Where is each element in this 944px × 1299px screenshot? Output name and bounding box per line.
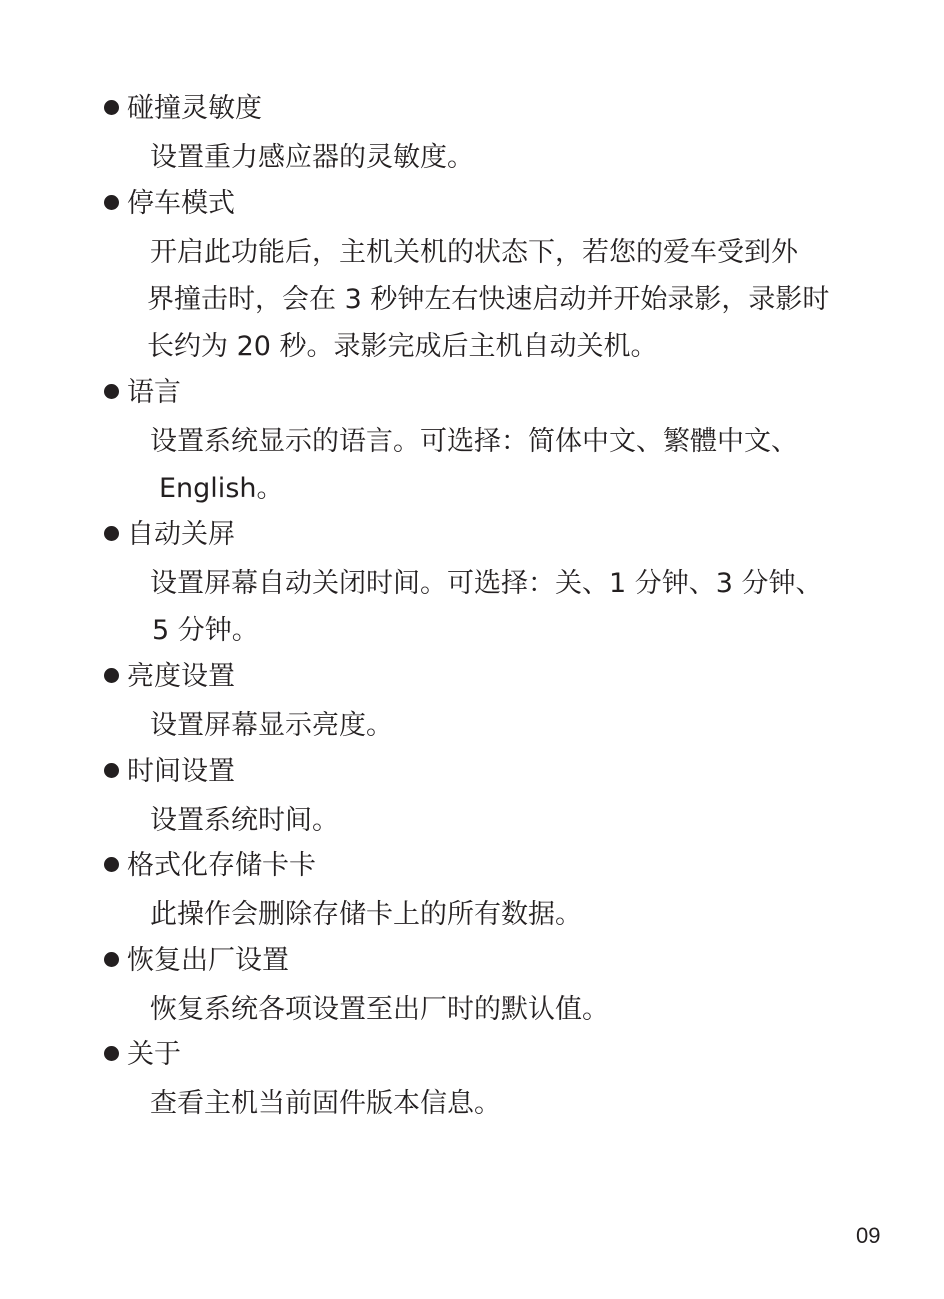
desc-line: 界撞击时，会在 3 秒钟左右快速启动并开始录影，录影时 xyxy=(147,284,830,315)
section-title-language xyxy=(104,373,181,413)
section-title-auto-screen-off xyxy=(104,515,235,555)
desc-line: 设置重力感应器的灵敏度。 xyxy=(150,142,474,173)
desc-line: 开启此功能后，主机关机的状态下，若您的爱车受到外 xyxy=(150,237,798,268)
desc-line: English。 xyxy=(159,473,284,504)
section-desc-brightness xyxy=(147,702,892,749)
section-desc-time-settings xyxy=(147,797,892,844)
page-number: 09 xyxy=(856,1223,881,1248)
section-title-text: 碰撞灵敏度 xyxy=(127,93,262,124)
section-title-format-card xyxy=(104,846,316,886)
section-title-about xyxy=(104,1035,181,1075)
section-title-text: 停车模式 xyxy=(127,188,235,219)
section-desc-about xyxy=(147,1080,892,1127)
section-title-collision-sensitivity xyxy=(104,89,262,129)
section-title-text: 亮度设置 xyxy=(127,661,235,692)
section-title-parking-mode xyxy=(104,184,235,224)
bullet-icon xyxy=(104,100,119,115)
bullet-icon xyxy=(104,763,119,778)
bullet-icon xyxy=(104,1046,119,1061)
section-desc-language xyxy=(147,418,892,512)
bullet-icon xyxy=(104,952,119,967)
section-desc-auto-screen-off xyxy=(147,560,892,654)
bullet-icon xyxy=(104,384,119,399)
desc-line: 此操作会删除存储卡上的所有数据。 xyxy=(150,899,582,930)
section-desc-format-card xyxy=(147,891,892,938)
section-title-text: 自动关屏 xyxy=(127,519,235,550)
desc-line: 设置屏幕显示亮度。 xyxy=(150,710,393,741)
desc-line: 查看主机当前固件版本信息。 xyxy=(150,1088,501,1119)
desc-line: 5 分钟。 xyxy=(152,615,259,646)
section-desc-factory-reset xyxy=(147,986,892,1033)
desc-line: 恢复系统各项设置至出厂时的默认值。 xyxy=(150,994,609,1025)
bullet-icon xyxy=(104,195,119,210)
bullet-icon xyxy=(104,526,119,541)
section-title-text: 格式化存储卡卡 xyxy=(127,850,316,881)
section-title-time-settings xyxy=(104,752,235,792)
section-title-text: 恢复出厂设置 xyxy=(127,945,289,976)
section-title-text: 语言 xyxy=(127,377,181,408)
section-title-text: 时间设置 xyxy=(127,756,235,787)
section-title-factory-reset xyxy=(104,941,289,981)
bullet-icon xyxy=(104,857,119,872)
section-desc-collision-sensitivity xyxy=(147,134,892,181)
bullet-icon xyxy=(104,668,119,683)
desc-line: 长约为 20 秒。录影完成后主机自动关机。 xyxy=(147,331,658,362)
desc-line: 设置系统显示的语言。可选择：简体中文、繁體中文、 xyxy=(150,426,798,457)
section-desc-parking-mode xyxy=(147,229,892,370)
section-title-brightness xyxy=(104,657,235,697)
section-title-text: 关于 xyxy=(127,1039,181,1070)
desc-line: 设置屏幕自动关闭时间。可选择：关、1 分钟、3 分钟、 xyxy=(150,568,823,599)
desc-line: 设置系统时间。 xyxy=(150,805,339,836)
